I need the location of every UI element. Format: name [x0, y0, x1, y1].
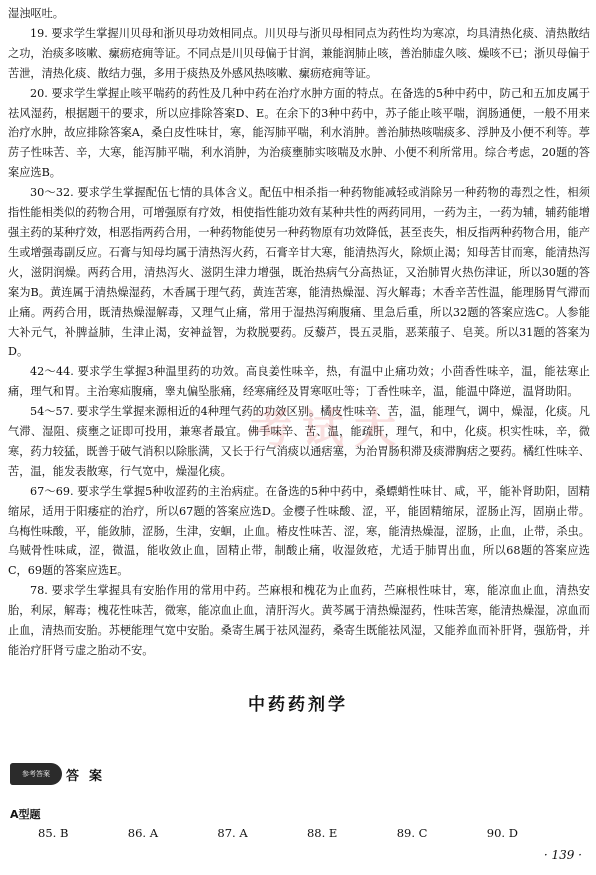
main-text [8, 4, 590, 661]
paragraph-0: 湿浊呕吐。 [8, 7, 64, 20]
answer-item: 90. D [486, 826, 518, 840]
answer-list [38, 826, 518, 840]
paragraph-42-44: 42～44. 要求学生掌握3种温里药的功效。高良姜性味辛，热，有温中止痛功效；小茴香性味辛，温，能祛寒止痛，理气和胃。主治寒疝腹痛，睾丸偏坠胀痛，经寒痛经及胃寒呕吐等；丁香性味辛，温，能温中降逆，温肾助阳。 [8, 365, 590, 399]
paragraph-78: 78. 要求学生掌握具有安胎作用的常用中药。苎麻根和槐花为止血药，苎麻根性味甘，寒，能凉血止血，清热安胎，利尿，解毒；槐花性味苦，微寒，能凉血止血，清肝泻火。黄芩属于清热燥湿药，性味苦寒，能清热燥湿，凉血而止血，清热而安胎。苏梗能理气宽中安胎。桑寄生属于祛风湿药，桑寄生既能祛风湿，又能养血而补肝肾，强筋骨，并能治疗肝肾亏虚之胎动不安。 [8, 584, 590, 657]
answer-item: 88. E [306, 826, 338, 840]
watermark: 考试大 [250, 404, 407, 453]
answer-item: 85. B [38, 826, 69, 840]
answer-item: 89. C [396, 826, 428, 840]
paragraph-19: 19. 要求学生掌握川贝母和浙贝母功效相同点。川贝母与浙贝母相同点为药性均为寒凉，均具清热化痰、清热散结之功，治痰多咳嗽、瘰疬疮痈等证。不同点是川贝母偏于甘润，兼能润肺止咳，善治肺虚久咳、燥咳不已；浙贝母偏于苦泄，清热化痰、散结力强，多用于痰热及外感风热咳嗽、瘰疬疮痈等证。 [8, 26, 590, 80]
paragraph-54-57: 54～57. 要求学生掌握来源相近的4种理气药的功效区别。橘皮性味辛、苦，温，能理气，调中，燥湿，化痰。凡气滞、湿阻、痰壅之证即可投用，兼寒者最宜。佛手味辛、苦、温，能疏肝，理气，和中，化痰。枳实性味，辛，微寒，药力较猛，既善于破气消积以除胀满，又长于行气消痰以通痞塞，为治胃肠积滞及痰滞胸痞之要药。橘红性味辛、苦，温，能发表散寒，行气宽中，燥湿化痰。 [8, 405, 590, 478]
page-number: · 139 · [543, 848, 582, 862]
question-type-label: A型题 [10, 808, 41, 821]
paragraph-30-32: 30～32. 要求学生掌握配伍七情的具体含义。配伍中相杀指一种药物能减轻或消除另一种药物的毒烈之性，相须指性能相类似的药物合用，可增强原有疗效，相使指性能功效有某种共性的两药同用，一药为主，一药为辅，辅药能增强主药的某种疗效，相恶指两药合用，一种药物能使另一种药物原有功效降低，甚至丧失，相反指两种药物合用，能产生或增强毒副反应。石膏与知母均属于清热泻火药，石膏辛甘大寒，能清热泻火，除烦止渴；知母苦甘而寒，能清热泻火，滋阴润燥。两药合用，清热泻火、滋阴生津力增强，既治热病气分高热证，又治肺胃火热伤津证，所以30题的答案为B。黄连属于清热燥湿药，木香属于理气药，黄连苦寒，能清热燥湿、泻火解毒；木香辛苦性温，能理肠胃气滞而止痛。两药合用，既清热燥湿解毒，又理气止痛，常用于湿热泻痢腹痛、里急后重，所以32题的答案应选C。人参能大补元气，补脾益肺，生津止渴，安神益智，为救脱要药。反藜芦，畏五灵脂，恶莱菔子、皂荚。所以31题的答案为D。 [8, 186, 590, 359]
answer-item: 87. A [217, 826, 248, 840]
answer-label: 答案 [66, 768, 113, 784]
section-title: 中药药剂学 [248, 695, 348, 715]
answer-header [10, 760, 112, 788]
answer-badge-icon: 参考答案 [10, 763, 62, 785]
paragraph-20: 20. 要求学生掌握止咳平喘药的药性及几种中药在治疗水肿方面的特点。在备选的5种中药中，防己和五加皮属于祛风湿药，根据题干的要求，所以应排除答案D、E。在余下的3种中药中，苏子能止咳平喘，润肠通便，一般不用来治疗水肿，故应排除答案A，桑白皮性味甘，寒，能泻肺平喘，利水消肿。善治肺热咳喘痰多、浮肿及小便不利等。葶苈子性味苦、辛，大寒，能泻肺平喘，利水消肿，为治痰壅肺实咳喘及水肿、小便不利所常用。综合考虑，20题的答案应选B。 [8, 86, 590, 180]
answer-item: 86. A [127, 826, 159, 840]
paragraph-67-69: 67～69. 要求学生掌握5种收涩药的主治病症。在备选的5种中药中，桑螵蛸性味甘、咸，平，能补肾助阳，固精缩尿，适用于阳痿症的治疗，所以67题的答案应选D。金樱子性味酸、涩，平，能固精缩尿，涩肠止泻，固崩止带。乌梅性味酸，平，能敛肺，涩肠，生津，安蛔，止血。椿皮性味苦、涩，寒，能清热燥湿，涩肠，止血，止带，杀虫。乌贼骨性味咸，涩，微温，能收敛止血，固精止带，制酸止痛，收湿敛疮，尤适于肺胃出血，所以68题的答案应选C，69题的答案应选E。 [8, 484, 590, 578]
